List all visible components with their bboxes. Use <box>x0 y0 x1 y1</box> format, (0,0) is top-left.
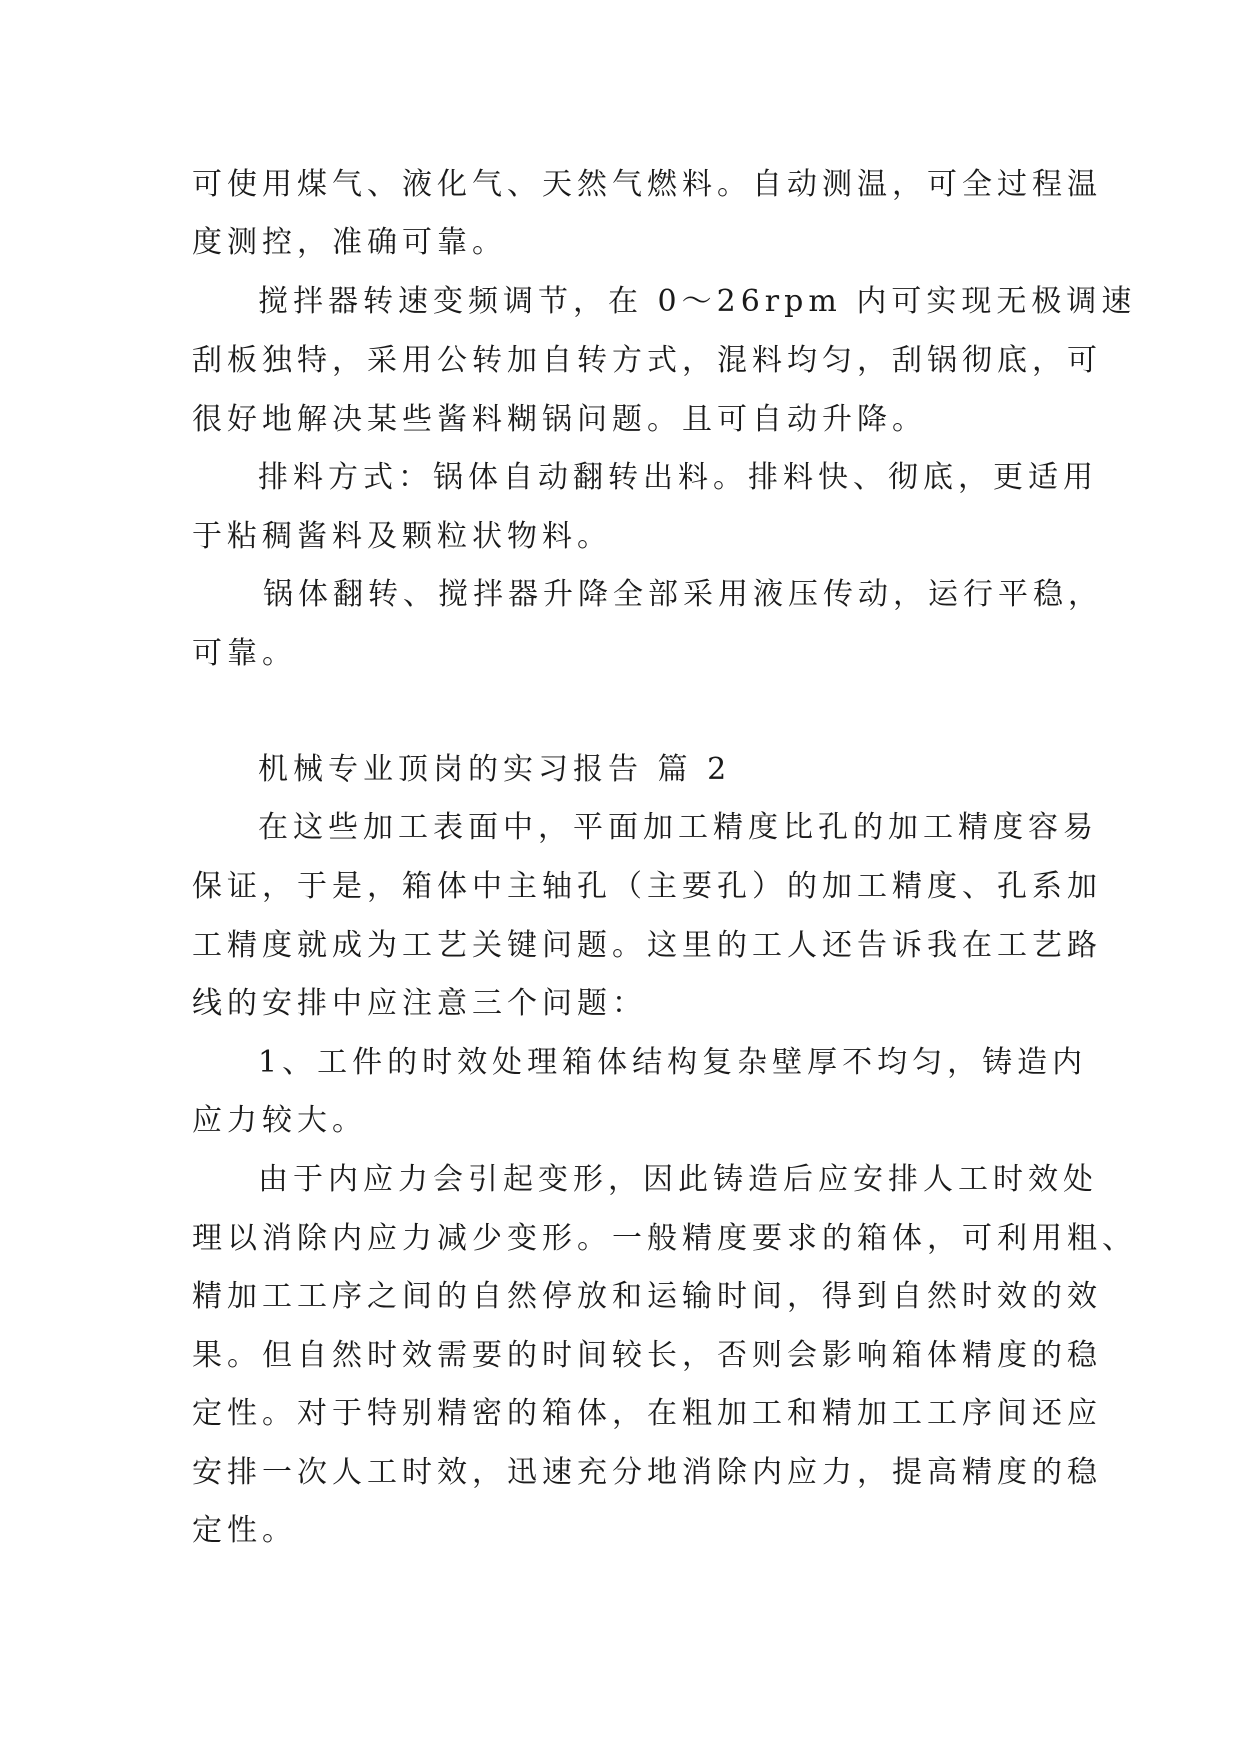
line-text: 可使用煤气、液化气、天然气燃料。自动测温，可全过程温 <box>192 167 1102 202</box>
text-line <box>0 517 1241 557</box>
section-heading <box>0 750 1241 790</box>
line-text: 排料方式：锅体自动翻转出料。排料快、彻底，更适用 <box>258 460 1098 495</box>
line-text: 安排一次人工时效，迅速充分地消除内应力，提高精度的稳 <box>192 1455 1102 1490</box>
line-text: 锅体翻转、搅拌器升降全部采用液压传动，运行平稳， <box>263 577 1103 612</box>
text-line <box>0 1277 1241 1317</box>
text-line <box>0 926 1241 966</box>
line-text: 刮板独特，采用公转加自转方式，混料均匀，刮锅彻底，可 <box>192 343 1102 378</box>
text-line <box>0 223 1241 263</box>
text-line <box>0 1160 1241 1200</box>
text-line <box>0 1511 1241 1551</box>
line-text: 果。但自然时效需要的时间较长，否则会影响箱体精度的稳 <box>192 1338 1102 1373</box>
line-text: 度测控，准确可靠。 <box>192 225 507 260</box>
line-text: 由于内应力会引起变形，因此铸造后应安排人工时效处 <box>258 1162 1098 1197</box>
text-line <box>0 458 1241 498</box>
text-line <box>0 341 1241 381</box>
text-line <box>0 575 1241 615</box>
line-text: 在这些加工表面中，平面加工精度比孔的加工精度容易 <box>258 810 1098 845</box>
text-line <box>0 165 1241 205</box>
text-line <box>0 1043 1241 1083</box>
text-line <box>0 282 1241 322</box>
text-line <box>0 1453 1241 1493</box>
text-line <box>0 1336 1241 1376</box>
line-text: 线的安排中应注意三个问题： <box>192 986 647 1021</box>
text-line <box>0 867 1241 907</box>
line-text: 保证，于是，箱体中主轴孔（主要孔）的加工精度、孔系加 <box>192 869 1102 904</box>
text-line <box>0 1219 1241 1259</box>
line-text: 定性。 <box>192 1513 297 1548</box>
line-text: 应力较大。 <box>192 1103 367 1138</box>
text-line <box>0 400 1241 440</box>
text-line <box>0 634 1241 674</box>
line-text: 理以消除内应力减少变形。一般精度要求的箱体，可利用粗、 <box>192 1221 1137 1256</box>
line-text: 可靠。 <box>192 636 297 671</box>
line-text: 精加工工序之间的自然停放和运输时间，得到自然时效的效 <box>192 1279 1102 1314</box>
text-line <box>0 984 1241 1024</box>
line-text: 于粘稠酱料及颗粒状物料。 <box>192 519 612 554</box>
line-text: 搅拌器转速变频调节，在 0～26rpm 内可实现无极调速 <box>258 284 1137 319</box>
line-text: 很好地解决某些酱料糊锅问题。且可自动升降。 <box>192 402 927 437</box>
text-line <box>0 808 1241 848</box>
line-text: 定性。对于特别精密的箱体，在粗加工和精加工工序间还应 <box>192 1396 1102 1431</box>
text-line <box>0 1394 1241 1434</box>
heading-text: 机械专业顶岗的实习报告 篇 2 <box>258 752 732 787</box>
text-line <box>0 1101 1241 1141</box>
line-text: 1、工件的时效处理箱体结构复杂壁厚不均匀，铸造内 <box>258 1045 1088 1080</box>
line-text: 工精度就成为工艺关键问题。这里的工人还告诉我在工艺路 <box>192 928 1102 963</box>
